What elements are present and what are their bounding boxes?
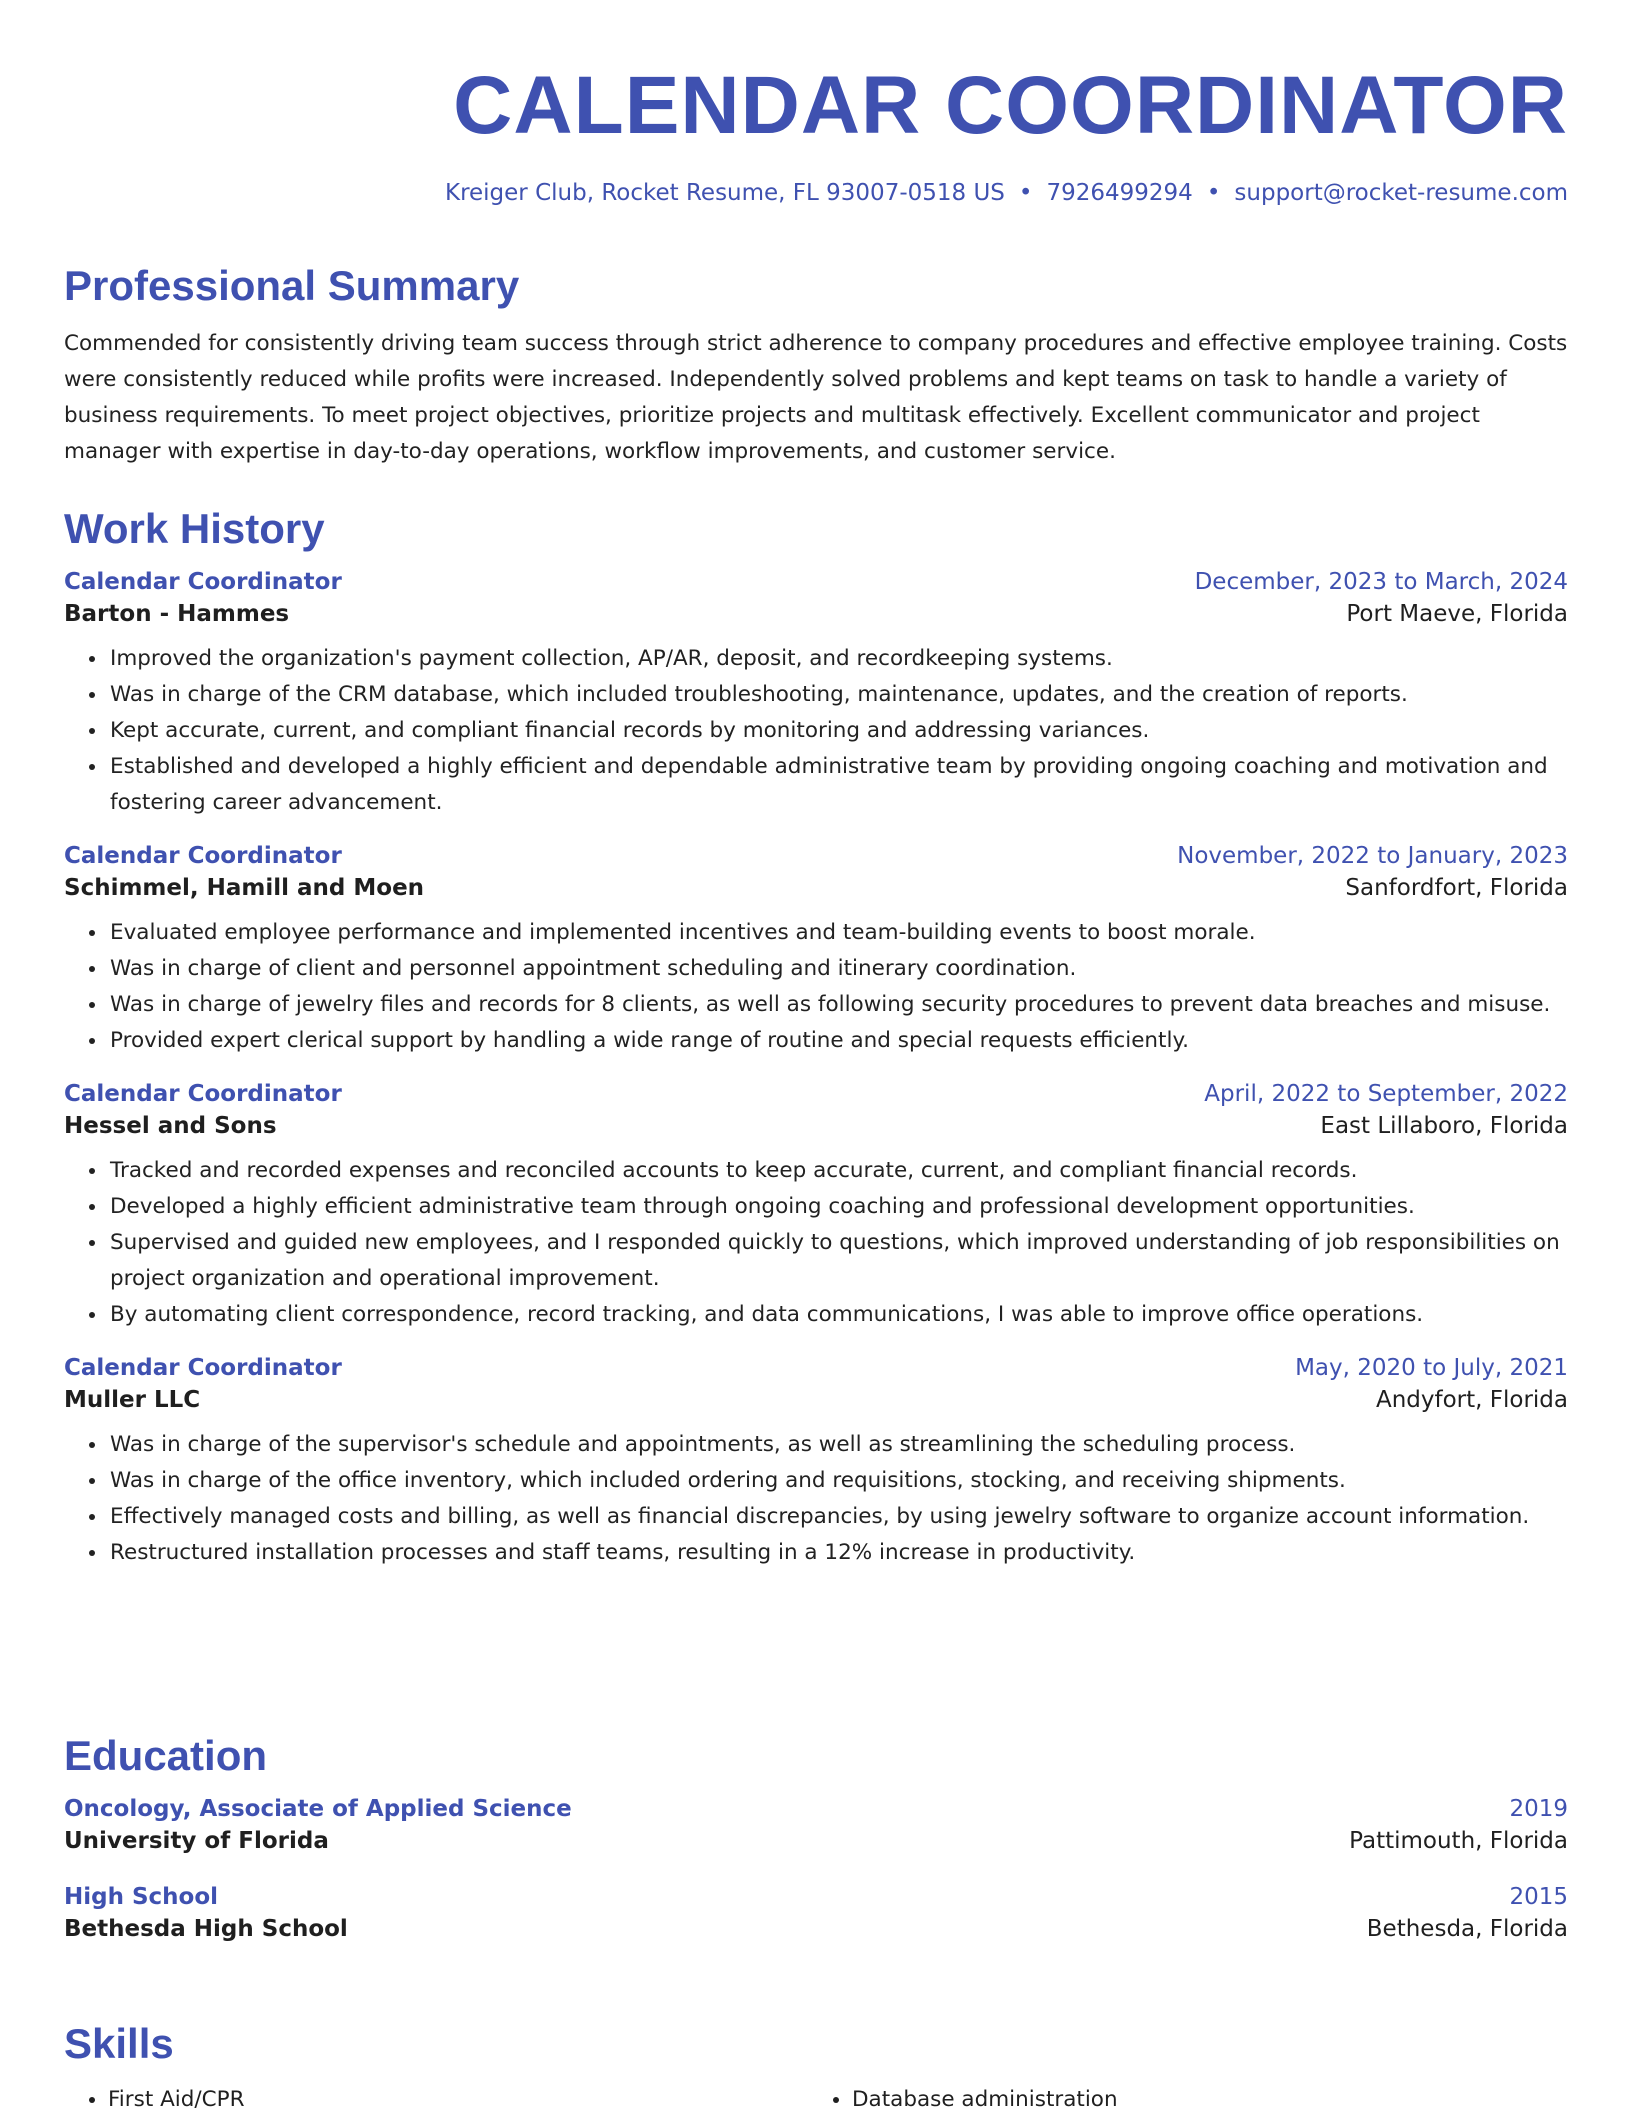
education-degree: High School	[64, 1884, 219, 1910]
job-bullet: • Restructured installation processes and staff teams, resulting in a 12% increase in productivity.	[108, 1535, 1568, 1571]
job-bullet: • Evaluated employee performance and implemented incentives and team-building events to boost morale.	[108, 915, 1568, 951]
job-bullet: • Was in charge of the office inventory, which included ordering and requisitions, stocking, and receiving shipments.	[108, 1463, 1568, 1499]
job-bullet: • Established and developed a highly efficient and dependable administrative team by providing ongoing coaching and motivation and fostering career advancement.	[108, 749, 1568, 821]
summary-text: Commended for consistently driving team success through strict adherence to company procedures and effective employee training. Costs were consistently reduced while profits were increased. Independently solved problems and kept teams on task to handle a variety of business requirements. To meet project objectives, prioritize projects and multitask effectively. Excellent communicator and project manager with expertise in day-to-day operations, workflow improvements, and customer service.	[64, 331, 1568, 464]
skill-item: • Database administration	[852, 2082, 1552, 2118]
contact-line	[445, 180, 1568, 206]
job-bullets	[64, 1153, 1568, 1333]
job-dates: December, 2023 to March, 2024	[1194, 569, 1568, 595]
job-title: Calendar Coordinator	[64, 1081, 342, 1107]
job-bullet: • Kept accurate, current, and compliant financial records by monitoring and addressing variances.	[108, 713, 1568, 749]
education-year: 2015	[1509, 1884, 1568, 1910]
education-title: Education	[64, 1732, 268, 1779]
job-entry	[64, 1355, 1568, 1571]
job-location: Port Maeve, Florida	[1346, 601, 1568, 627]
job-bullet: • Was in charge of the supervisor's schedule and appointments, as well as streamlining the scheduling process.	[108, 1427, 1568, 1463]
education-location: Bethesda, Florida	[1366, 1916, 1568, 1942]
job-title: Calendar Coordinator	[64, 569, 342, 595]
job-location: East Lillaboro, Florida	[1320, 1113, 1568, 1139]
job-bullet: • Supervised and guided new employees, and I responded quickly to questions, which improved understanding of job responsibilities on project organization and operational improvement.	[108, 1225, 1568, 1297]
job-bullet: • By automating client correspondence, record tracking, and data communications, I was able to improve office operations.	[108, 1297, 1568, 1333]
education-entry	[64, 1796, 1568, 1854]
contact-email[interactable]: support@rocket-resume.com	[1234, 180, 1568, 206]
skills-section	[64, 2018, 1568, 2118]
summary-section	[64, 260, 1568, 470]
job-title: Calendar Coordinator	[64, 843, 342, 869]
job-company: Hessel and Sons	[64, 1113, 277, 1139]
job-location: Sanfordfort, Florida	[1345, 875, 1568, 901]
job-bullets	[64, 641, 1568, 821]
job-company: Muller LLC	[64, 1387, 201, 1413]
job-bullet: • Provided expert clerical support by handling a wide range of routine and special requests efficiently.	[108, 1023, 1568, 1059]
summary-title: Professional Summary	[64, 262, 520, 309]
education-school: Bethesda High School	[64, 1916, 348, 1942]
skills-column-left	[64, 2082, 808, 2118]
job-bullet: • Was in charge of jewelry files and records for 8 clients, as well as following security procedures to prevent data breaches and misuse.	[108, 987, 1568, 1023]
job-company: Barton - Hammes	[64, 601, 290, 627]
job-bullet: • Improved the organization's payment collection, AP/AR, deposit, and recordkeeping systems.	[108, 641, 1568, 677]
job-entry	[64, 569, 1568, 821]
candidate-name: CALENDAR COORDINATOR	[453, 60, 1568, 151]
job-bullet: • Developed a highly efficient administrative team through ongoing coaching and professional development opportunities.	[108, 1189, 1568, 1225]
job-company: Schimmel, Hamill and Moen	[64, 875, 425, 901]
work-title: Work History	[64, 505, 325, 552]
job-bullet: • Effectively managed costs and billing, as well as financial discrepancies, by using jewelry software to organize account information.	[108, 1499, 1568, 1535]
job-bullet: • Was in charge of the CRM database, which included troubleshooting, maintenance, updates, and the creation of reports.	[108, 677, 1568, 713]
education-year: 2019	[1509, 1796, 1568, 1822]
job-bullet: • Was in charge of client and personnel appointment scheduling and itinerary coordination.	[108, 951, 1568, 987]
resume-page	[64, 0, 1568, 2112]
job-title: Calendar Coordinator	[64, 1355, 342, 1381]
contact-separator: •	[1018, 180, 1033, 206]
skills-list	[64, 2082, 1568, 2118]
contact-phone: 7926499294	[1046, 180, 1193, 206]
job-entry	[64, 1081, 1568, 1333]
skill-item: • First Aid/CPR	[108, 2082, 808, 2118]
job-dates: May, 2020 to July, 2021	[1295, 1355, 1568, 1381]
job-entry	[64, 843, 1568, 1059]
education-section	[64, 1730, 1568, 1942]
job-bullet: • Tracked and recorded expenses and reconciled accounts to keep accurate, current, and compliant financial records.	[108, 1153, 1568, 1189]
education-entry	[64, 1884, 1568, 1942]
job-dates: April, 2022 to September, 2022	[1204, 1081, 1568, 1107]
education-location: Pattimouth, Florida	[1349, 1828, 1568, 1854]
education-degree: Oncology, Associate of Applied Science	[64, 1796, 572, 1822]
job-location: Andyfort, Florida	[1375, 1387, 1568, 1413]
job-bullets	[64, 915, 1568, 1059]
job-dates: November, 2022 to January, 2023	[1177, 843, 1568, 869]
work-section	[64, 503, 1568, 1571]
skills-title: Skills	[64, 2020, 174, 2067]
job-bullets	[64, 1427, 1568, 1571]
contact-address: Kreiger Club, Rocket Resume, FL 93007-0518 US	[444, 180, 1005, 206]
education-school: University of Florida	[64, 1828, 329, 1854]
skills-column-right	[808, 2082, 1552, 2118]
contact-separator: •	[1206, 180, 1221, 206]
